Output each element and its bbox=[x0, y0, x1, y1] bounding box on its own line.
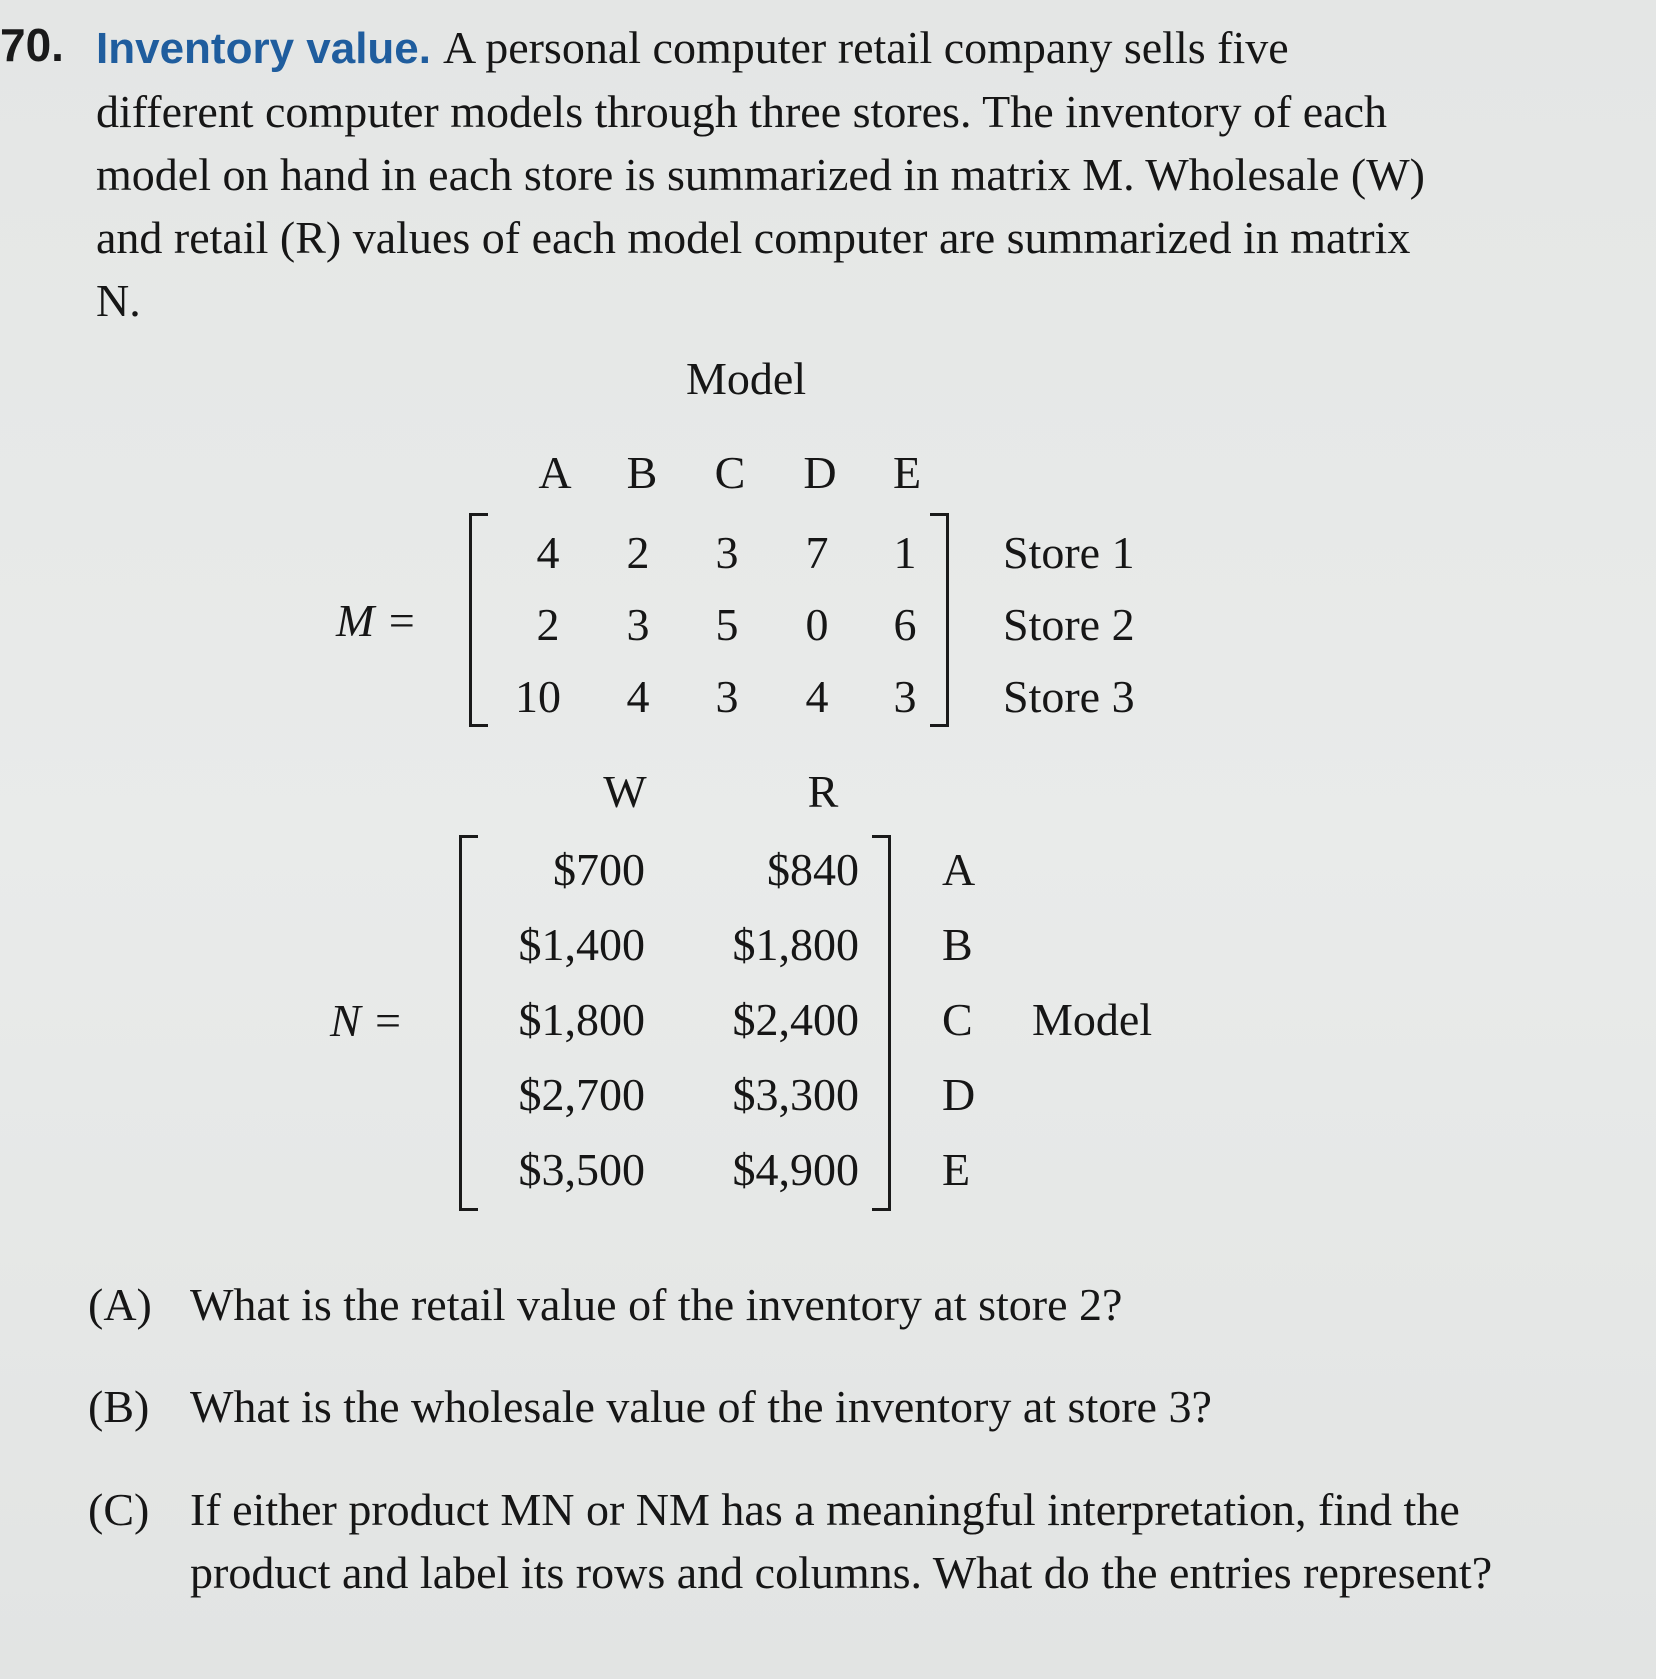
question-text: What is the retail value of the inventory at store 2? bbox=[190, 1279, 1123, 1330]
matrix-m-cell: 0 bbox=[805, 599, 829, 650]
matrix-m-cell: 2 bbox=[536, 599, 560, 650]
question-tag: (A) bbox=[88, 1279, 152, 1330]
matrix-m-cell: 1 bbox=[893, 527, 917, 578]
matrix-m-row-label: Store 1 bbox=[1003, 527, 1135, 578]
matrix-n-cell: $700 bbox=[553, 844, 645, 895]
matrix-n-cell: $3,300 bbox=[732, 1069, 859, 1120]
matrix-n-cell: $3,500 bbox=[518, 1144, 645, 1195]
matrix-n-cell: $1,800 bbox=[732, 919, 859, 970]
matrix-n-cell: $1,800 bbox=[518, 994, 645, 1045]
matrix-m-row-label: Store 3 bbox=[1003, 671, 1135, 722]
matrix-n-row-label: D bbox=[942, 1069, 976, 1120]
matrix-m-col-header: B bbox=[626, 447, 658, 498]
matrix-m-cell: 4 bbox=[805, 671, 829, 722]
matrix-m-cell: 7 bbox=[805, 527, 829, 578]
matrix-m-col-header: D bbox=[803, 447, 837, 498]
matrix-m-left-bracket bbox=[469, 513, 488, 727]
matrix-n-cell: $840 bbox=[767, 844, 859, 895]
matrix-m-top-label: Model bbox=[686, 353, 807, 404]
matrix-n-col-header: W bbox=[603, 766, 647, 817]
matrix-m-cell: 2 bbox=[626, 527, 650, 578]
matrix-m-cell: 3 bbox=[715, 671, 739, 722]
question-tag: (C) bbox=[88, 1484, 150, 1535]
matrix-m-col-header: E bbox=[892, 447, 922, 498]
matrix-n-cell: $2,700 bbox=[518, 1069, 645, 1120]
matrix-m-cell: 4 bbox=[626, 671, 650, 722]
matrix-n-cell: $1,400 bbox=[518, 919, 645, 970]
matrix-m-cell: 5 bbox=[715, 599, 739, 650]
matrix-n-cell: $2,400 bbox=[732, 994, 859, 1045]
matrix-m-col-header: A bbox=[538, 447, 572, 498]
matrix-m-row-label: Store 2 bbox=[1003, 599, 1135, 650]
matrix-m-cell: 4 bbox=[536, 527, 560, 578]
matrix-m-cell: 3 bbox=[893, 671, 917, 722]
matrix-m-cell: 10 bbox=[515, 671, 561, 722]
matrix-m-cell: 3 bbox=[626, 599, 650, 650]
matrix-n-row-label: C bbox=[942, 994, 973, 1045]
problem-text: A personal computer retail company sells five different computer models through three stores. The inventory of each model on hand in each store is summarized in matrix M. Wholesale (W) and retail (R) values of each model computer are summarized in matrix N. bbox=[96, 22, 1425, 326]
matrix-n-name: N = bbox=[330, 995, 404, 1046]
question-tag: (B) bbox=[88, 1381, 150, 1432]
matrix-n-row-label: E bbox=[942, 1144, 971, 1195]
matrix-n-row-label: B bbox=[942, 919, 973, 970]
matrix-n-row-label: A bbox=[942, 844, 976, 895]
question-text: What is the wholesale value of the inventory at store 3? bbox=[190, 1381, 1212, 1432]
problem-number: 70. bbox=[0, 19, 64, 71]
matrix-m-cell: 3 bbox=[715, 527, 739, 578]
matrix-n-col-header: R bbox=[807, 766, 839, 817]
matrix-m-col-header: C bbox=[714, 447, 746, 498]
question-text: If either product MN or NM has a meaningful interpretation, find the product and label its rows and columns. What do the entries represent? bbox=[190, 1484, 1493, 1598]
matrix-m-name: M = bbox=[336, 595, 417, 646]
matrix-n-left-bracket bbox=[459, 835, 478, 1211]
matrix-m-cell: 6 bbox=[893, 599, 917, 650]
problem-title: Inventory value. bbox=[96, 24, 432, 73]
matrix-n-cell: $4,900 bbox=[732, 1144, 859, 1195]
matrix-n-right-bracket bbox=[872, 835, 891, 1211]
problem-statement bbox=[96, 16, 1426, 332]
matrix-n-side-label: Model bbox=[1032, 994, 1153, 1045]
